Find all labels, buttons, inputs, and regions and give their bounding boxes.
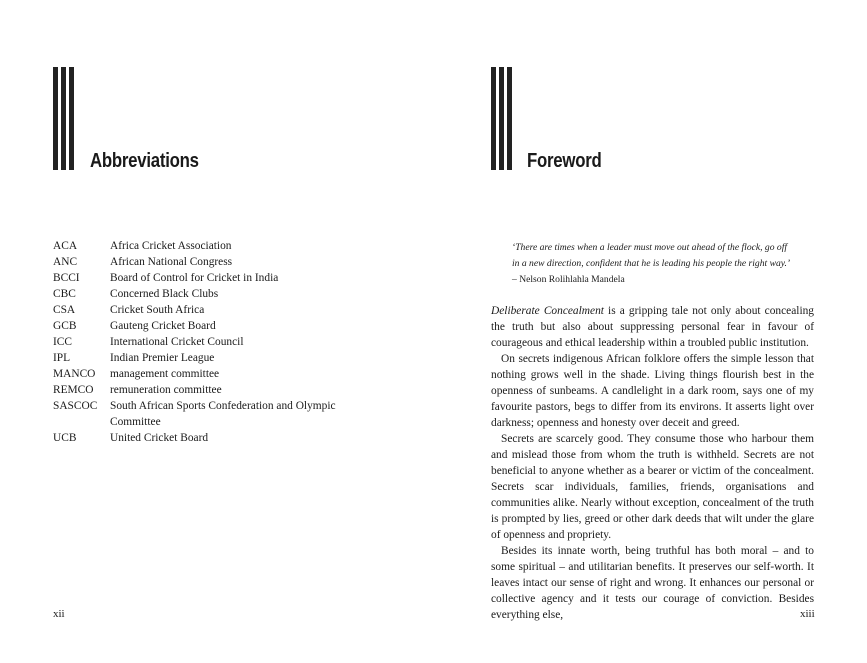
abbreviation-code: ICC xyxy=(53,336,72,348)
ornament-bar xyxy=(53,67,58,170)
abbreviation-definition: Gauteng Cricket Board xyxy=(110,320,216,332)
abbreviation-row xyxy=(53,382,353,398)
abbreviation-code: CSA xyxy=(53,304,76,316)
abbreviation-row xyxy=(53,270,353,286)
abbreviation-code: UCB xyxy=(53,432,77,444)
abbreviation-definition: management committee xyxy=(110,368,220,380)
abbreviation-row xyxy=(53,254,353,270)
abbreviation-row xyxy=(53,318,353,334)
paragraph-text: is a gripping tale not only about concealing the truth but also about suppressing personal fear in favour of courageous and ethical leadership within a troubled public institution. xyxy=(491,305,814,349)
foreword-title: Foreword xyxy=(527,150,602,172)
abbreviation-definition: United Cricket Board xyxy=(110,432,209,444)
abbreviations-list xyxy=(53,238,353,446)
abbreviation-code: SASCOC xyxy=(53,400,98,412)
paragraph xyxy=(491,303,814,351)
abbreviation-definition: South African Sports Confederation and Olympic Committee xyxy=(110,400,336,428)
abbreviation-code: ANC xyxy=(53,256,78,268)
abbreviation-definition: remuneration committee xyxy=(110,384,222,396)
left-page xyxy=(0,0,433,663)
abbreviation-definition: Board of Control for Cricket in India xyxy=(110,272,279,284)
abbreviation-definition: Indian Premier League xyxy=(110,352,215,364)
ornament-bar xyxy=(491,67,496,170)
paragraph: Besides its innate worth, being truthful has both moral – and to some spiritual – and utilitarian benefits. It preserves our self-worth. It leaves intact our sense of right and wrong. It enhances our personal or collective agency and it tests our courage of conviction. Besides everything else, xyxy=(491,545,814,621)
abbreviation-row xyxy=(53,430,353,446)
abbreviation-row xyxy=(53,238,353,254)
epigraph-attribution: – Nelson Rolihlahla Mandela xyxy=(512,274,625,285)
abbreviation-row xyxy=(53,286,353,302)
paragraph: Secrets are scarcely good. They consume those who harbour them and mislead those from whom the truth is withheld. Secrets are not beneficial to anyone whether as a bearer or victim of the concealment. Secrets scar individuals, families, friends, organisations and communities alike. Nearly without exception, concealment of the truth is prompted by lies, greed or other dark deeds that wilt under the glare of openness and propriety. xyxy=(491,433,814,541)
abbreviation-row xyxy=(53,334,353,350)
foreword-body xyxy=(491,303,814,623)
abbreviation-code: GCB xyxy=(53,320,77,332)
abbreviation-definition: Cricket South Africa xyxy=(110,304,205,316)
epigraph xyxy=(512,240,812,288)
ornament-bar xyxy=(499,67,504,170)
abbreviation-code: MANCO xyxy=(53,368,96,380)
ornament-bar xyxy=(69,67,74,170)
abbreviation-row xyxy=(53,350,353,366)
book-title-emphasis: Deliberate Concealment xyxy=(491,305,604,317)
abbreviation-definition: African National Congress xyxy=(110,256,233,268)
abbreviation-row xyxy=(53,398,353,430)
abbreviation-row xyxy=(53,302,353,318)
abbreviation-code: BCCI xyxy=(53,272,80,284)
abbreviation-definition: Concerned Black Clubs xyxy=(110,288,219,300)
epigraph-quote-line: in a new direction, confident that he is leading his people the right way.’ xyxy=(512,258,791,269)
chapter-bars-ornament xyxy=(491,67,512,170)
abbreviation-code: ACA xyxy=(53,240,78,252)
ornament-bar xyxy=(507,67,512,170)
abbreviation-code: REMCO xyxy=(53,384,94,396)
ornament-bar xyxy=(61,67,66,170)
chapter-bars-ornament xyxy=(53,67,74,170)
abbreviations-title: Abbreviations xyxy=(90,150,199,172)
abbreviation-code: IPL xyxy=(53,352,71,364)
abbreviation-row xyxy=(53,366,353,382)
epigraph-quote-line: ‘There are times when a leader must move out ahead of the flock, go off xyxy=(512,242,788,253)
abbreviation-code: CBC xyxy=(53,288,76,300)
abbreviation-definition: International Cricket Council xyxy=(110,336,244,348)
paragraph: On secrets indigenous African folklore offers the simple lesson that nothing grows well in the shade. Living things flourish best in the openness of sunbeams. A candlelight in a dark room, says one of my favourite pastors, begs to differ from its environs. It asserts light over darkness; openness and honesty over deceit and greed. xyxy=(491,353,814,429)
page-number-left: xii xyxy=(53,608,65,620)
abbreviation-definition: Africa Cricket Association xyxy=(110,240,232,252)
page-number-right: xiii xyxy=(800,608,815,620)
